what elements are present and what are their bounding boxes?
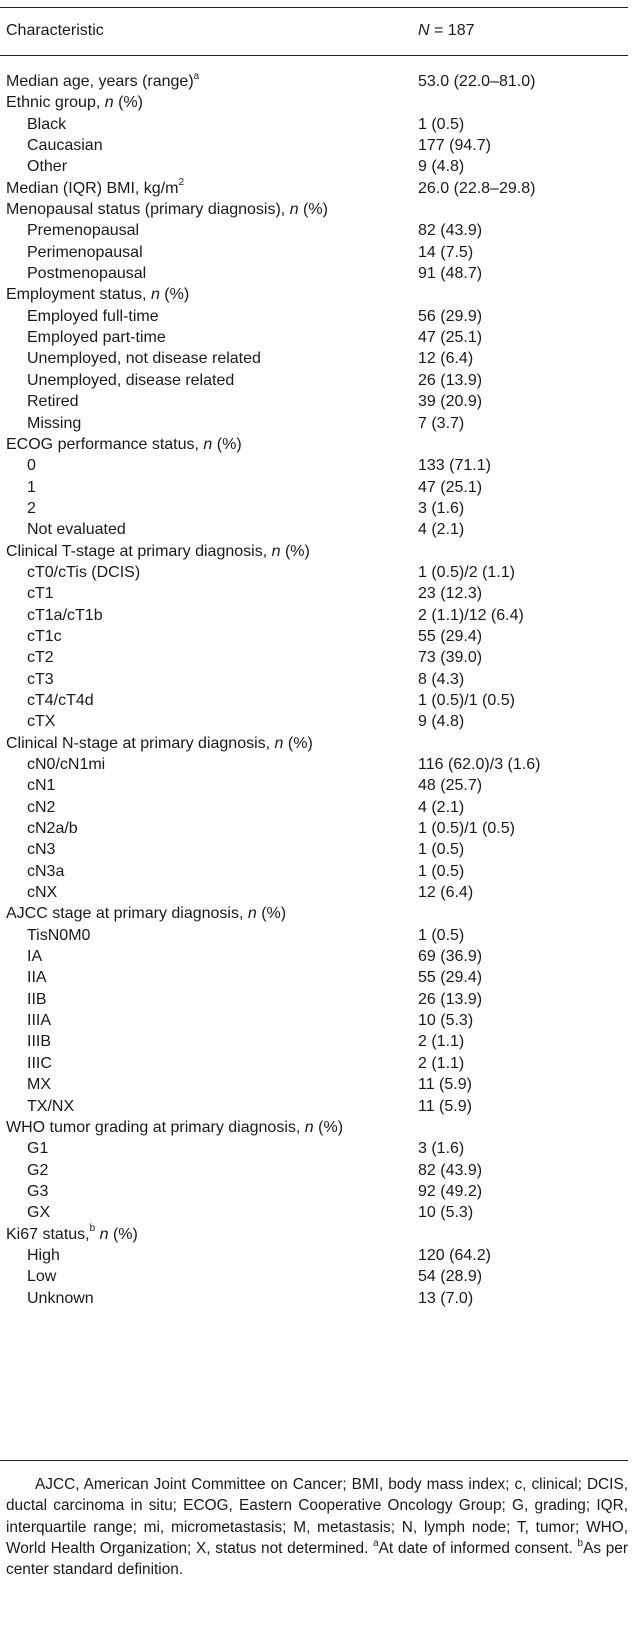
row-label-text: cT4/cT4d <box>27 691 94 709</box>
row-value: 10 (5.3) <box>418 1204 474 1222</box>
row-label-suffix: (%) <box>313 1118 344 1136</box>
table-header <box>6 22 626 46</box>
row-label <box>27 562 140 583</box>
row-label <box>27 1010 51 1031</box>
table-row <box>6 562 626 583</box>
row-value: 2 (1.1)/12 (6.4) <box>418 606 524 624</box>
row-label-text: cN2a/b <box>27 820 78 838</box>
row-label-text: High <box>27 1246 60 1264</box>
row-label <box>27 114 66 135</box>
row-label <box>27 946 42 967</box>
row-label <box>27 135 103 156</box>
row-label-text: TisN0M0 <box>27 926 91 944</box>
row-label <box>27 989 47 1010</box>
table-row <box>6 1053 626 1074</box>
table-row <box>6 1160 626 1181</box>
row-value: 47 (25.1) <box>418 329 483 347</box>
row-value: 9 (4.8) <box>418 713 465 731</box>
row-label-text: cN0/cN1mi <box>27 756 106 773</box>
table-group-row <box>6 903 626 924</box>
row-label-text: 2 <box>27 499 36 517</box>
row-label-text: IIIA <box>27 1012 52 1030</box>
row-value: 1 (0.5) <box>418 862 465 880</box>
row-label-text: Employed part-time <box>27 329 166 347</box>
row-label-italic: n <box>203 435 213 453</box>
row-value: 55 (29.4) <box>418 627 483 645</box>
table-group-row <box>6 1224 626 1245</box>
row-label-text: Median (IQR) BMI, kg/m <box>6 179 179 197</box>
row-label <box>27 1245 60 1266</box>
table-group-row <box>6 178 626 199</box>
row-label-italic: n <box>247 905 257 923</box>
table-bottom-rule <box>0 1460 628 1461</box>
table-row <box>6 1074 626 1095</box>
row-label-text: G3 <box>27 1182 49 1200</box>
row-value: 12 (6.4) <box>418 884 474 902</box>
row-label <box>6 199 328 220</box>
row-label-text: Caucasian <box>27 137 103 155</box>
row-label-text: cT2 <box>27 649 54 667</box>
table-row <box>6 327 626 348</box>
row-label <box>6 92 143 113</box>
row-value: 13 (7.0) <box>418 1289 474 1307</box>
row-label-text: TX/NX <box>27 1097 75 1115</box>
row-label-text: AJCC stage at primary diagnosis, <box>6 905 248 923</box>
header-n-symbol: N <box>418 22 430 39</box>
row-label-text: cN2 <box>27 798 56 816</box>
table-row <box>6 1031 626 1052</box>
row-value: 23 (12.3) <box>418 585 483 603</box>
row-value: 3 (1.6) <box>418 1140 465 1158</box>
row-label <box>6 284 189 305</box>
table-header-rule <box>0 55 628 56</box>
row-value: 92 (49.2) <box>418 1182 483 1200</box>
row-label-text: Black <box>27 115 67 133</box>
table-row <box>6 1202 626 1223</box>
row-value: 2 (1.1) <box>418 1054 465 1072</box>
row-label <box>27 690 94 711</box>
table-row <box>6 690 626 711</box>
table-row <box>6 1288 626 1309</box>
row-label <box>27 797 55 818</box>
table-row <box>6 370 626 391</box>
row-label-italic: n <box>150 286 160 304</box>
row-value: 120 (64.2) <box>418 1246 491 1264</box>
row-label-text: ECOG performance status, <box>6 435 204 453</box>
table-group-row <box>6 199 626 220</box>
table-row <box>6 626 626 647</box>
row-label-text: cT1a/cT1b <box>27 606 103 624</box>
table-row <box>6 861 626 882</box>
row-value: 69 (36.9) <box>418 948 483 966</box>
row-label-text: WHO tumor grading at primary diagnosis, <box>6 1118 305 1136</box>
row-label-text: Postmenopausal <box>27 265 147 283</box>
row-value: 2 (1.1) <box>418 1033 465 1051</box>
footnote-marker-a: a <box>373 1537 379 1549</box>
row-label <box>27 669 54 690</box>
row-label-text: Median age, years (range) <box>6 73 194 90</box>
row-label <box>6 903 286 924</box>
row-label-italic: n <box>271 542 281 560</box>
row-label-suffix: (%) <box>159 286 190 304</box>
row-label <box>27 220 139 241</box>
row-label-italic: n <box>304 1118 314 1136</box>
row-label-text: IIIB <box>27 1033 52 1051</box>
row-label <box>27 626 62 647</box>
header-characteristic: Characteristic <box>6 22 104 39</box>
table-row <box>6 455 626 476</box>
table-row <box>6 391 626 412</box>
row-label-text: cT0/cTis (DCIS) <box>27 563 141 581</box>
table-row <box>6 583 626 604</box>
row-label <box>6 434 242 455</box>
row-value: 11 (5.9) <box>418 1076 472 1094</box>
row-superscript: 2 <box>178 177 185 189</box>
table-row <box>6 242 626 263</box>
row-label <box>27 1181 48 1202</box>
row-label-text: cT1 <box>27 585 54 603</box>
row-label-text: GX <box>27 1204 51 1222</box>
table-row <box>6 711 626 732</box>
row-label-text: Perimenopausal <box>27 243 143 261</box>
row-value: 11 (5.9) <box>418 1097 472 1115</box>
row-label <box>27 1202 50 1223</box>
table-row <box>6 306 626 327</box>
table-group-row <box>6 71 626 92</box>
row-label <box>6 71 199 92</box>
table-row <box>6 967 626 988</box>
table-row <box>6 605 626 626</box>
row-label-text: cN3 <box>27 841 56 859</box>
row-label-text: Clinical T-stage at primary diagnosis, <box>6 542 272 560</box>
table-row <box>6 754 626 775</box>
row-value: 4 (2.1) <box>418 521 465 539</box>
row-value: 39 (20.9) <box>418 393 483 411</box>
table-top-rule <box>0 7 628 8</box>
row-label-italic: n <box>104 94 114 112</box>
row-value: 1 (0.5) <box>418 115 465 133</box>
header-n <box>418 22 475 40</box>
table-row <box>6 1181 626 1202</box>
row-value: 116 (62.0)/3 (1.6) <box>418 756 541 773</box>
row-label-text: cT3 <box>27 670 54 688</box>
row-label <box>27 967 47 988</box>
row-label <box>27 455 36 476</box>
row-label <box>27 839 55 860</box>
row-label-text: Unknown <box>27 1289 94 1307</box>
row-value: 3 (1.6) <box>418 499 465 517</box>
row-label <box>27 861 64 882</box>
row-label <box>6 1224 138 1245</box>
row-value: 55 (29.4) <box>418 969 483 987</box>
row-value: 53.0 (22.0–81.0) <box>418 73 536 90</box>
row-label <box>27 156 67 177</box>
row-value: 133 (71.1) <box>418 457 491 475</box>
table-footnote <box>6 1474 628 1580</box>
row-label-text: Menopausal status (primary diagnosis), <box>6 201 290 219</box>
row-value: 56 (29.9) <box>418 307 483 325</box>
table-group-row <box>6 1117 626 1138</box>
row-value: 9 (4.8) <box>418 158 465 176</box>
row-label <box>27 498 36 519</box>
row-label <box>27 647 54 668</box>
footnote-a: At date of informed consent. <box>378 1539 578 1557</box>
row-label <box>27 519 126 540</box>
header-n-value: = 187 <box>429 22 475 39</box>
table-row <box>6 647 626 668</box>
row-label-text: 0 <box>27 457 36 475</box>
row-label <box>27 370 234 391</box>
row-value: 1 (0.5)/1 (0.5) <box>418 691 515 709</box>
row-value: 177 (94.7) <box>418 137 491 155</box>
table-row <box>6 1096 626 1117</box>
row-label-text: Retired <box>27 393 79 411</box>
table-row <box>6 989 626 1010</box>
row-value: 1 (0.5) <box>418 841 465 859</box>
table-body <box>6 71 626 1309</box>
footnote-b: As per center standard definition. <box>6 1539 628 1579</box>
row-label-italic: n <box>99 1225 109 1243</box>
row-value: 8 (4.3) <box>418 670 465 688</box>
row-label <box>27 413 81 434</box>
row-label-suffix: (%) <box>113 94 143 112</box>
row-label-text: MX <box>27 1076 51 1094</box>
table-group-row <box>6 92 626 113</box>
table-row <box>6 156 626 177</box>
table-row <box>6 1138 626 1159</box>
row-label-text: cNX <box>27 884 58 902</box>
table-row <box>6 1266 626 1287</box>
table-row <box>6 1010 626 1031</box>
row-label-text: Low <box>27 1268 57 1286</box>
table-row <box>6 946 626 967</box>
row-label <box>27 477 36 498</box>
row-label-text: Premenopausal <box>27 222 140 240</box>
table-group-row <box>6 284 626 305</box>
row-label <box>27 775 55 796</box>
row-value: 12 (6.4) <box>418 350 474 368</box>
row-label <box>27 306 159 327</box>
table-row <box>6 839 626 860</box>
row-value: 7 (3.7) <box>418 414 465 432</box>
row-label-suffix: (%) <box>108 1225 138 1243</box>
row-value: 1 (0.5) <box>418 926 465 944</box>
row-label <box>27 583 54 604</box>
row-label-suffix: (%) <box>298 201 328 219</box>
row-value: 14 (7.5) <box>418 243 474 261</box>
table-group-row <box>6 434 626 455</box>
row-label <box>27 605 103 626</box>
row-label-text: Other <box>27 158 68 176</box>
table-group-row <box>6 733 626 754</box>
table-row <box>6 519 626 540</box>
table-row <box>6 220 626 241</box>
row-label <box>27 327 166 348</box>
row-label-text: IIA <box>27 969 47 987</box>
row-label-suffix: (%) <box>256 905 287 923</box>
row-value: 26 (13.9) <box>418 990 483 1008</box>
row-label <box>27 1138 48 1159</box>
row-label-text: IIIC <box>27 1054 52 1072</box>
row-value: 26 (13.9) <box>418 371 483 389</box>
row-label <box>27 1031 51 1052</box>
row-label-text: IIB <box>27 990 47 1008</box>
row-label <box>27 925 90 946</box>
table-row <box>6 413 626 434</box>
row-value: 47 (25.1) <box>418 478 483 496</box>
row-label-text: Ki67 status, <box>6 1225 90 1243</box>
table-row <box>6 882 626 903</box>
table-row <box>6 797 626 818</box>
row-value: 1 (0.5)/1 (0.5) <box>418 820 515 838</box>
row-label <box>27 1053 52 1074</box>
row-label-suffix: (%) <box>283 734 313 752</box>
row-label-text: cN3a <box>27 862 65 880</box>
row-label-text: Employed full-time <box>27 307 159 325</box>
row-label-text: Unemployed, not disease related <box>27 350 261 368</box>
row-label <box>27 818 78 839</box>
row-value: 91 (48.7) <box>418 265 483 283</box>
row-label-text: cTX <box>27 713 56 731</box>
row-label <box>27 754 105 775</box>
row-value: 10 (5.3) <box>418 1012 474 1030</box>
table-row <box>6 477 626 498</box>
table-row <box>6 775 626 796</box>
row-label-text: G2 <box>27 1161 49 1179</box>
row-label-italic: n <box>274 734 284 752</box>
row-superscript: a <box>193 70 200 82</box>
row-label <box>6 178 184 199</box>
row-label <box>27 1160 48 1181</box>
row-value: 26.0 (22.8–29.8) <box>418 179 536 197</box>
row-label-text: cT1c <box>27 627 62 645</box>
row-superscript: b <box>89 1223 96 1235</box>
row-value: 1 (0.5)/2 (1.1) <box>418 563 515 581</box>
row-value: 73 (39.0) <box>418 649 483 667</box>
row-label-text: G1 <box>27 1140 49 1158</box>
footnote-abbreviations: AJCC, American Joint Committee on Cancer; BMI, body mass index; c, clinical; DCIS, ductal carcinoma in situ; ECOG, Eastern Cooperative Oncology Group; G, grading; IQR, interquartile range; mi, micrometastasis; M, metastasis; N, lymph node; T, tumor; WHO, World Health Organization; X, status not determined. <box>6 1476 628 1557</box>
row-label <box>27 1288 94 1309</box>
row-label <box>27 348 261 369</box>
table-row <box>6 669 626 690</box>
table-row <box>6 818 626 839</box>
row-label <box>27 1074 51 1095</box>
table-group-row <box>6 541 626 562</box>
row-label-text: Ethnic group, <box>6 94 105 112</box>
row-label <box>27 711 55 732</box>
table-row <box>6 114 626 135</box>
row-label-text: Clinical N-stage at primary diagnosis, <box>6 734 275 752</box>
row-label-text: 1 <box>27 478 36 496</box>
row-label-suffix: (%) <box>212 435 242 453</box>
row-label <box>27 1096 74 1117</box>
row-value: 82 (43.9) <box>418 1161 483 1179</box>
table-row <box>6 498 626 519</box>
row-label <box>6 541 310 562</box>
row-label <box>27 391 79 412</box>
row-label-italic: n <box>289 201 299 219</box>
table-row <box>6 925 626 946</box>
row-value: 54 (28.9) <box>418 1268 483 1286</box>
row-label <box>27 263 146 284</box>
row-label-text: IA <box>27 948 43 966</box>
row-value: 4 (2.1) <box>418 798 465 816</box>
row-label <box>27 242 143 263</box>
row-label-text: Unemployed, disease related <box>27 371 235 389</box>
row-label <box>6 733 313 754</box>
row-label <box>27 1266 56 1287</box>
table-row <box>6 348 626 369</box>
table-row <box>6 263 626 284</box>
row-label <box>6 1117 343 1138</box>
row-label-suffix: (%) <box>280 542 310 560</box>
row-label-text: cN1 <box>27 777 56 795</box>
row-label-text: Not evaluated <box>27 521 126 539</box>
row-value: 82 (43.9) <box>418 222 483 240</box>
footnote-marker-b: b <box>577 1537 584 1549</box>
row-value: 48 (25.7) <box>418 777 483 795</box>
table-row <box>6 135 626 156</box>
row-label-text: Employment status, <box>6 286 151 304</box>
row-label <box>27 882 57 903</box>
table-row <box>6 1245 626 1266</box>
row-label-text: Missing <box>27 414 82 432</box>
